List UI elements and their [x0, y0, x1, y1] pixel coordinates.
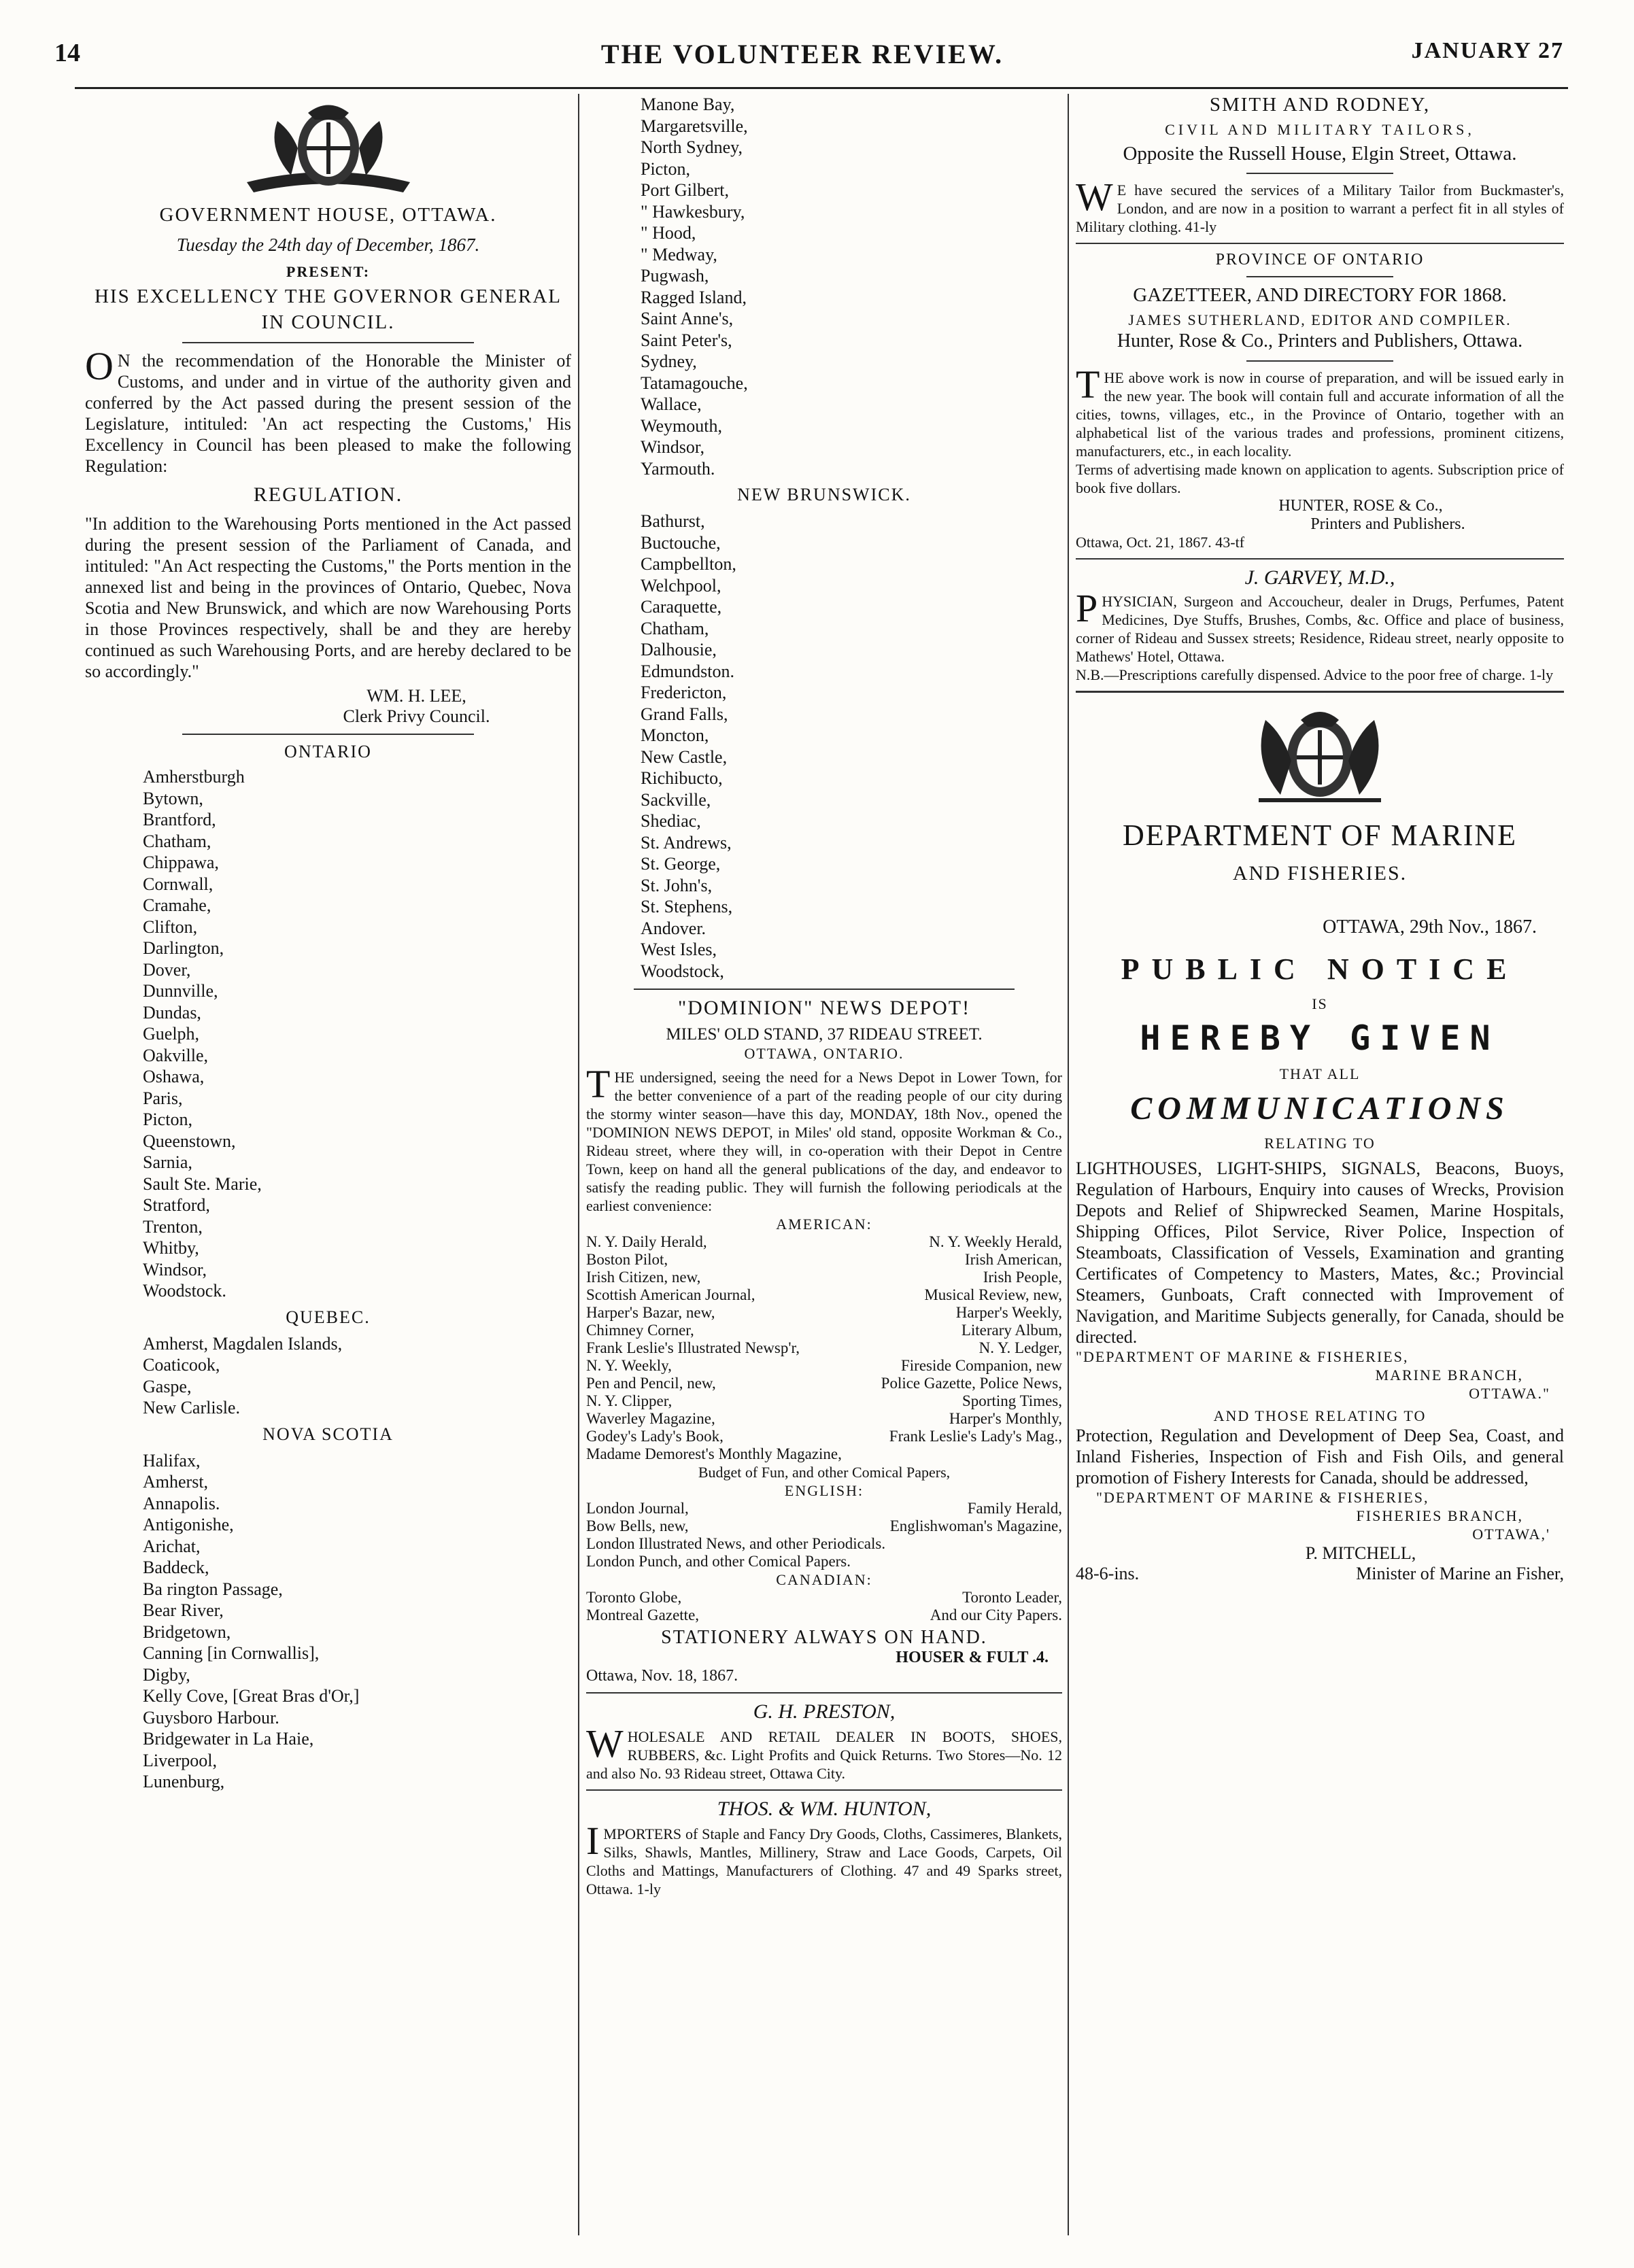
list-item: Chippawa, [143, 853, 219, 872]
excellency-heading: HIS EXCELLENCY THE GOVERNOR GENERAL IN COUNCIL. [94, 286, 562, 333]
periodical-name: Godey's Lady's Book, [586, 1428, 724, 1445]
periodical-name: London Punch, and other Comical Papers. [586, 1553, 851, 1570]
quebec-heading: QUEBEC. [286, 1307, 371, 1327]
list-item: Cramahe, [143, 895, 211, 915]
and-those-label: AND THOSE RELATING TO [1213, 1407, 1427, 1424]
list-item: Baddeck, [143, 1558, 209, 1577]
header-rule [75, 87, 1568, 89]
american-heading: AMERICAN: [776, 1216, 872, 1233]
list-item: Woodstock, [641, 961, 724, 981]
periodical-name: Literary Album, [961, 1322, 1062, 1339]
list-item: West Isles, [641, 940, 717, 959]
list-item: Antigonishe, [143, 1515, 234, 1534]
list-item: Moncton, [641, 725, 709, 745]
relating-to-label: RELATING TO [1264, 1135, 1376, 1152]
periodical-name: Englishwoman's Magazine, [889, 1517, 1062, 1534]
list-item: Edmundston. [641, 661, 734, 681]
periodical-name: Harper's Weekly, [955, 1304, 1062, 1321]
list-item: Saint Anne's, [641, 309, 734, 328]
list-item: Canning [in Cornwallis], [143, 1643, 320, 1663]
list-item: Guelph, [143, 1024, 200, 1044]
english-periodicals [586, 1500, 1062, 1570]
mitchell-line [1076, 1564, 1564, 1584]
gov-house-heading: GOVERNMENT HOUSE, OTTAWA. [159, 204, 497, 226]
periodical-name: Family Herald, [967, 1500, 1062, 1517]
list-item: Andover. [641, 918, 707, 938]
periodical-name: Irish Citizen, new, [586, 1269, 701, 1286]
date-line: Tuesday the 24th day of December, 1867. [176, 235, 480, 255]
periodical-name: Irish American, [964, 1251, 1062, 1268]
list-item: Buctouche, [641, 532, 721, 553]
preston-title: G. H. PRESTON, [753, 1700, 896, 1723]
list-item: Whitby, [143, 1238, 199, 1258]
smith-address: Opposite the Russell House, Elgin Street, Ottawa. [1123, 143, 1517, 165]
periodical-row [586, 1322, 1062, 1339]
smith-body: WE have secured the services of a Military Tailor from Buckmaster's, London, and are now in a position to warrant a perfect fit in all styles of Military clothing. 41-ly [1076, 175, 1564, 235]
column-2 [586, 94, 1062, 2235]
list-item: Amherst, [143, 1472, 209, 1492]
list-item: St. Stephens, [641, 897, 733, 916]
list-item: Margaretsville, [641, 116, 748, 136]
news-depot-address: MILES' OLD STAND, 37 RIDEAU STREET. [666, 1025, 983, 1044]
list-item: Fredericton, [641, 683, 727, 702]
periodical-row [586, 1517, 1062, 1535]
list-item: Wallace, [641, 394, 702, 414]
list-item: Bathurst, [641, 511, 705, 531]
list-item: Yarmouth. [641, 458, 715, 479]
list-item: Sackville, [641, 789, 711, 810]
periodical-name: Boston Pilot, [586, 1251, 668, 1268]
list-item: Sarnia, [143, 1152, 192, 1172]
fisheries-address-3: OTTAWA,' [1472, 1526, 1550, 1543]
list-item: Bridgewater in La Haie, [143, 1729, 314, 1749]
list-item: Paris, [143, 1088, 183, 1108]
smith-subtitle: CIVIL AND MILITARY TAILORS, [1165, 121, 1475, 138]
new-brunswick-ports-list [586, 511, 1062, 982]
hunter-signature-2: Printers and Publishers. [1310, 515, 1465, 533]
list-item: St. John's, [641, 875, 713, 895]
list-item: St. George, [641, 854, 721, 874]
periodical-name: Irish People, [983, 1269, 1062, 1286]
list-item: Windsor, [641, 437, 704, 457]
dept-subtitle: AND FISHERIES. [1232, 862, 1408, 884]
coat-of-arms-icon [1218, 700, 1422, 808]
editor-line: JAMES SUTHERLAND, EDITOR AND COMPILER. [1128, 311, 1512, 328]
list-item: Chatham, [143, 831, 211, 851]
garvey-body: PHYSICIAN, Surgeon and Accoucheur, dealer in Drugs, Perfumes, Patent Medicines, Dye Stuffs, Brushes, Combs, &c. Office and place of business, corner of Rideau and Sussex streets; Residence, Rideau street, nearly opposite to Mathews' Hotel, Ottawa. [1076, 586, 1564, 665]
list-item: Ragged Island, [641, 287, 747, 307]
periodical-row [586, 1553, 1062, 1570]
divider [1076, 691, 1564, 693]
column-1 [85, 94, 571, 2235]
list-item: " Hood, [641, 223, 696, 243]
periodical-name: N. Y. Ledger, [978, 1339, 1062, 1356]
marine-address-3: OTTAWA." [1469, 1385, 1550, 1402]
list-item: Saint Peter's, [641, 330, 732, 350]
periodical-name: Toronto Leader, [962, 1589, 1062, 1606]
divider [1076, 243, 1564, 244]
gazetteer-terms: Terms of advertising made known on application to agents. Subscription price of book five dollars. [1076, 461, 1564, 496]
periodical-name: Madame Demorest's Monthly Magazine, [586, 1445, 842, 1462]
regulation-text: "In addition to the Warehousing Ports mentioned in the Act passed during the present session of the Parliament of Canada, and intituled: "An Act respecting the Customs," the Ports mention in the annexed list and being in the provinces of Ontario, Quebec, Nova Scotia and New Brunswick, and which are now Warehousing Ports in those Provinces respectively, shall be and they are hereby continued as such Warehousing Ports, and are hereby declared to be so accordingly." [85, 514, 571, 681]
list-item: Kelly Cove, [Great Bras d'Or,] [143, 1686, 360, 1706]
periodical-name: And our City Papers. [930, 1606, 1062, 1623]
mitchell-code: 48-6-ins. [1076, 1564, 1140, 1583]
periodical-row [586, 1410, 1062, 1428]
periodical-name: Bow Bells, new, [586, 1517, 689, 1534]
hunton-title: THOS. & WM. HUNTON, [717, 1798, 932, 1820]
list-item: Shediac, [641, 811, 701, 831]
list-item: Brantford, [143, 810, 216, 829]
list-item: Richibucto, [641, 768, 723, 788]
issue-date: JANUARY 27 [1411, 38, 1564, 63]
list-item: Oshawa, [143, 1067, 205, 1086]
signature-name: WM. H. LEE, [367, 686, 466, 706]
list-item: Dundas, [143, 1002, 201, 1023]
periodical-name: Musical Review, new, [924, 1286, 1062, 1303]
list-item: Liverpool, [143, 1750, 218, 1770]
periodical-row [586, 1428, 1062, 1445]
hunton-body: IMPORTERS of Staple and Fancy Dry Goods, Cloths, Cassimeres, Blankets, Silks, Shawls, Mantles, Millinery, Straw and Lace Goods, Carpets, Oil Cloths and Mattings, Manufacturers of Clothing. 47 and 49 Sparks street, Ottawa. 1-ly [586, 1819, 1062, 1897]
list-item: Lunenburg, [143, 1772, 225, 1791]
list-item: Bridgetown, [143, 1621, 231, 1642]
news-depot-body: THE undersigned, seeing the need for a News Depot in Lower Town, for the better convenience of a part of the reading people of our city during the stormy winter season—have this day, MONDAY, 18th Nov., opened the "DOMINION NEWS DEPOT, in Miles' old stand, opposite Workman & Co., Rideau street, where they will, in co-operation with their Depot in Centre Town, keep on hand all the general publications of the day, and endeavor to satisfy the reading public. They will furnish the following periodicals at the earliest convenience: [586, 1062, 1062, 1214]
divider [1246, 360, 1393, 362]
list-item: St. Andrews, [641, 832, 732, 853]
regulation-heading: REGULATION. [253, 483, 403, 506]
periodical-row [586, 1339, 1062, 1357]
marine-address-2: MARINE BRANCH, [1375, 1367, 1523, 1384]
periodical-row [586, 1589, 1062, 1606]
list-item: Sydney, [641, 351, 697, 371]
periodical-row [586, 1500, 1062, 1517]
divider [1246, 276, 1393, 277]
nova-scotia-heading: NOVA SCOTIA [262, 1424, 394, 1444]
list-item: Sault Ste. Marie, [143, 1173, 262, 1194]
periodical-name: London Journal, [586, 1500, 689, 1517]
periodical-row [586, 1375, 1062, 1392]
garvey-title: J. GARVEY, M.D., [1244, 566, 1395, 589]
periodical-row [586, 1535, 1062, 1553]
list-item: Bear River, [143, 1600, 224, 1620]
that-all-label: THAT ALL [1279, 1065, 1361, 1082]
periodical-row [586, 1286, 1062, 1304]
list-item: Darlington, [143, 938, 224, 958]
news-date: Ottawa, Nov. 18, 1867. [586, 1667, 738, 1685]
divider [182, 342, 474, 343]
news-depot-title: "DOMINION" NEWS DEPOT! [677, 997, 971, 1019]
list-item: Welchpool, [641, 575, 721, 596]
list-item: Clifton, [143, 916, 198, 937]
divider [182, 734, 474, 735]
list-item: Dover, [143, 959, 191, 980]
dept-date: OTTAWA, 29th Nov., 1867. [1323, 916, 1537, 938]
list-item: Port Gilbert, [641, 180, 729, 200]
periodical-name: Fireside Companion, new [901, 1357, 1062, 1374]
periodical-name: N. Y. Weekly Herald, [929, 1233, 1062, 1250]
list-item: Woodstock. [143, 1281, 226, 1301]
list-item: Dunnville, [143, 981, 218, 1001]
list-item: Halifax, [143, 1450, 201, 1471]
list-item: Cornwall, [143, 874, 214, 894]
periodical-name: Chimney Corner, [586, 1322, 694, 1339]
hunter-publishers: Hunter, Rose & Co., Printers and Publishers, Ottawa. [1117, 330, 1523, 351]
nova-scotia-ports-list [85, 1450, 571, 1793]
english-heading: ENGLISH: [784, 1482, 864, 1499]
periodical-name: Scottish American Journal, [586, 1286, 755, 1303]
divider [634, 989, 1015, 990]
province-title: PROVINCE OF ONTARIO [1215, 251, 1425, 269]
column-3 [1076, 94, 1564, 2235]
communications: COMMUNICATIONS [1130, 1090, 1510, 1127]
list-item: New Carlisle. [143, 1398, 240, 1418]
periodical-name: N. Y. Daily Herald, [586, 1233, 707, 1250]
coat-of-arms-icon [226, 94, 430, 196]
periodical-row [586, 1392, 1062, 1410]
list-item: North Sydney, [641, 137, 743, 157]
column-divider [1068, 94, 1069, 2235]
periodical-name: London Illustrated News, and other Periodicals. [586, 1535, 886, 1552]
periodical-name: Police Gazette, Police News, [881, 1375, 1062, 1392]
hereby-given: HEREBY GIVEN [1140, 1018, 1500, 1058]
gazetteer-title: GAZETTEER, AND DIRECTORY FOR 1868. [1133, 284, 1507, 306]
smith-title: SMITH AND RODNEY, [1209, 94, 1431, 116]
periodical-row [586, 1445, 1062, 1463]
periodical-row [586, 1606, 1062, 1624]
marine-address-1: "DEPARTMENT OF MARINE & FISHERIES, [1076, 1348, 1409, 1365]
list-item: Picton, [641, 158, 690, 179]
dept-title: DEPARTMENT OF MARINE [1122, 819, 1518, 852]
list-item: " Hawkesbury, [641, 201, 745, 222]
page-number: 14 [54, 39, 80, 67]
list-item: New Castle, [641, 746, 728, 767]
hunter-date: Ottawa, Oct. 21, 1867. 43-tf [1076, 534, 1245, 551]
preston-body: WHOLESALE AND RETAIL DEALER IN BOOTS, SHOES, RUBBERS, &c. Light Profits and Quick Returns. Two Stores—No. 12 and also No. 93 Rideau street, Ottawa City. [586, 1721, 1062, 1782]
periodical-name: Frank Leslie's Lady's Mag., [889, 1428, 1062, 1445]
list-item: Trenton, [143, 1216, 203, 1237]
list-item: Digby, [143, 1664, 190, 1685]
list-item: Guysboro Harbour. [143, 1707, 279, 1728]
list-item: Oakville, [143, 1045, 209, 1065]
periodical-row [586, 1233, 1062, 1251]
divider [586, 1692, 1062, 1694]
column-divider [578, 94, 579, 2235]
periodical-row [586, 1357, 1062, 1375]
list-item: Pugwash, [641, 266, 709, 286]
periodical-row [586, 1304, 1062, 1322]
list-item: Campbellton, [641, 554, 736, 574]
list-item: Tatamagouche, [641, 373, 748, 393]
nova-scotia-ports-continued [586, 94, 1062, 479]
list-item: Manone Bay, [641, 94, 735, 114]
list-item: Gaspe, [143, 1376, 192, 1396]
periodical-name: Waverley Magazine, [586, 1410, 715, 1427]
periodical-name: Harper's Bazar, new, [586, 1304, 715, 1321]
periodical-name: Montreal Gazette, [586, 1606, 700, 1623]
ontario-ports-list [85, 766, 571, 1302]
periodical-name: N. Y. Clipper, [586, 1392, 673, 1409]
fisheries-address-1: "DEPARTMENT OF MARINE & FISHERIES, [1096, 1489, 1429, 1506]
divider [1246, 173, 1393, 174]
periodical-name: Sporting Times, [962, 1392, 1062, 1409]
list-item: Arichat, [143, 1536, 201, 1556]
news-depot-city: OTTAWA, ONTARIO. [744, 1045, 904, 1062]
list-item: Bytown, [143, 788, 203, 808]
public-notice: PUBLIC NOTICE [1121, 952, 1519, 986]
page-header [41, 38, 1564, 86]
mitchell-title: Minister of Marine an Fisher, [1356, 1564, 1564, 1583]
divider [586, 1789, 1062, 1791]
garvey-nb: N.B.—Prescriptions carefully dispensed. Advice to the poor free of charge. 1-ly [1076, 666, 1554, 683]
list-item: Dalhousie, [641, 640, 717, 659]
list-item: Windsor, [143, 1259, 207, 1279]
list-item: Stratford, [143, 1195, 210, 1215]
canadian-heading: CANADIAN: [776, 1571, 872, 1588]
periodical-name: N. Y. Weekly, [586, 1357, 672, 1374]
fisheries-body: Protection, Regulation and Development of Deep Sea, Coast, and Inland Fisheries, Inspection of Fish and Fish Oils, and general promotion of Fishery Interests for Canada, should be addressed, [1076, 1426, 1564, 1488]
periodical-name: Toronto Globe, [586, 1589, 682, 1606]
list-item: Picton, [143, 1110, 192, 1129]
intro-paragraph: ON the recommendation of the Honorable the Minister of Customs, and under and in virtue of the authority given and conferred by the Act passed during the present session of the Legislature, intituled: 'An act respecting the Customs,' His Excellency in Council has been pleased to make the following Regulation: [85, 344, 571, 476]
canadian-periodicals [586, 1589, 1062, 1624]
list-item: Weymouth, [641, 415, 722, 436]
quebec-ports-list [85, 1333, 571, 1419]
american-tail: Budget of Fun, and other Comical Papers, [698, 1464, 951, 1481]
list-item: Annapolis. [143, 1493, 220, 1513]
list-item: " Medway, [641, 244, 717, 264]
fisheries-address-2: FISHERIES BRANCH, [1356, 1507, 1523, 1524]
periodical-name: Pen and Pencil, new, [586, 1375, 716, 1392]
list-item: Chatham, [641, 618, 709, 638]
list-item: Amherst, Magdalen Islands, [143, 1333, 343, 1354]
signature-title: Clerk Privy Council. [343, 706, 490, 726]
hunter-signature: HUNTER, ROSE & Co., [1278, 497, 1443, 515]
list-item: Caraquette, [641, 597, 722, 617]
new-brunswick-heading: NEW BRUNSWICK. [737, 485, 911, 504]
stationery-line: STATIONERY ALWAYS ON HAND. [661, 1627, 987, 1648]
houser-signature: HOUSER & FULT .4. [896, 1649, 1049, 1666]
list-item: Ba rington Passage, [143, 1579, 283, 1599]
ontario-heading: ONTARIO [284, 742, 372, 761]
divider [1076, 558, 1564, 560]
list-item: Coaticook, [143, 1355, 220, 1375]
gazetteer-body: THE above work is now in course of preparation, and will be issued early in the new year. The book will contain full and accurate information of all the cities, towns, villages, etc., in the Province of Ontario, together with an alphabetical list of the various trades and professions, prominent citizens, manufacturers, etc., in each locality. [1076, 362, 1564, 460]
present-label: PRESENT: [286, 263, 371, 280]
periodical-row [586, 1251, 1062, 1269]
periodical-row [586, 1269, 1062, 1286]
masthead: THE VOLUNTEER REVIEW. [600, 39, 1004, 69]
list-item: Queenstown, [143, 1131, 236, 1151]
list-item: Grand Falls, [641, 704, 728, 724]
periodical-name: Harper's Monthly, [949, 1410, 1062, 1427]
periodical-name: Frank Leslie's Illustrated Newsp'r, [586, 1339, 800, 1356]
marine-body: LIGHTHOUSES, LIGHT-SHIPS, SIGNALS, Beacons, Buoys, Regulation of Harbours, Enquiry into causes of Wrecks, Provision Depots and Relief of Shipwrecked Seamen, Marine Hospitals, Shipping Offices, Pilot Service, River Police, Inspection of Steamboats, Classification of Vessels, Examination and granting Certificates of Competency to Masters, Mates, &c.; Provincial Steamers, Gunboats, Craft connected with Improvement of Navigation, and Maritime Subjects generally, for Canada, should be directed. [1076, 1158, 1564, 1347]
is-label: IS [1312, 995, 1328, 1012]
list-item: Amherstburgh [143, 767, 245, 787]
american-periodicals [586, 1233, 1062, 1463]
mitchell-name: P. MITCHELL, [1305, 1543, 1416, 1563]
